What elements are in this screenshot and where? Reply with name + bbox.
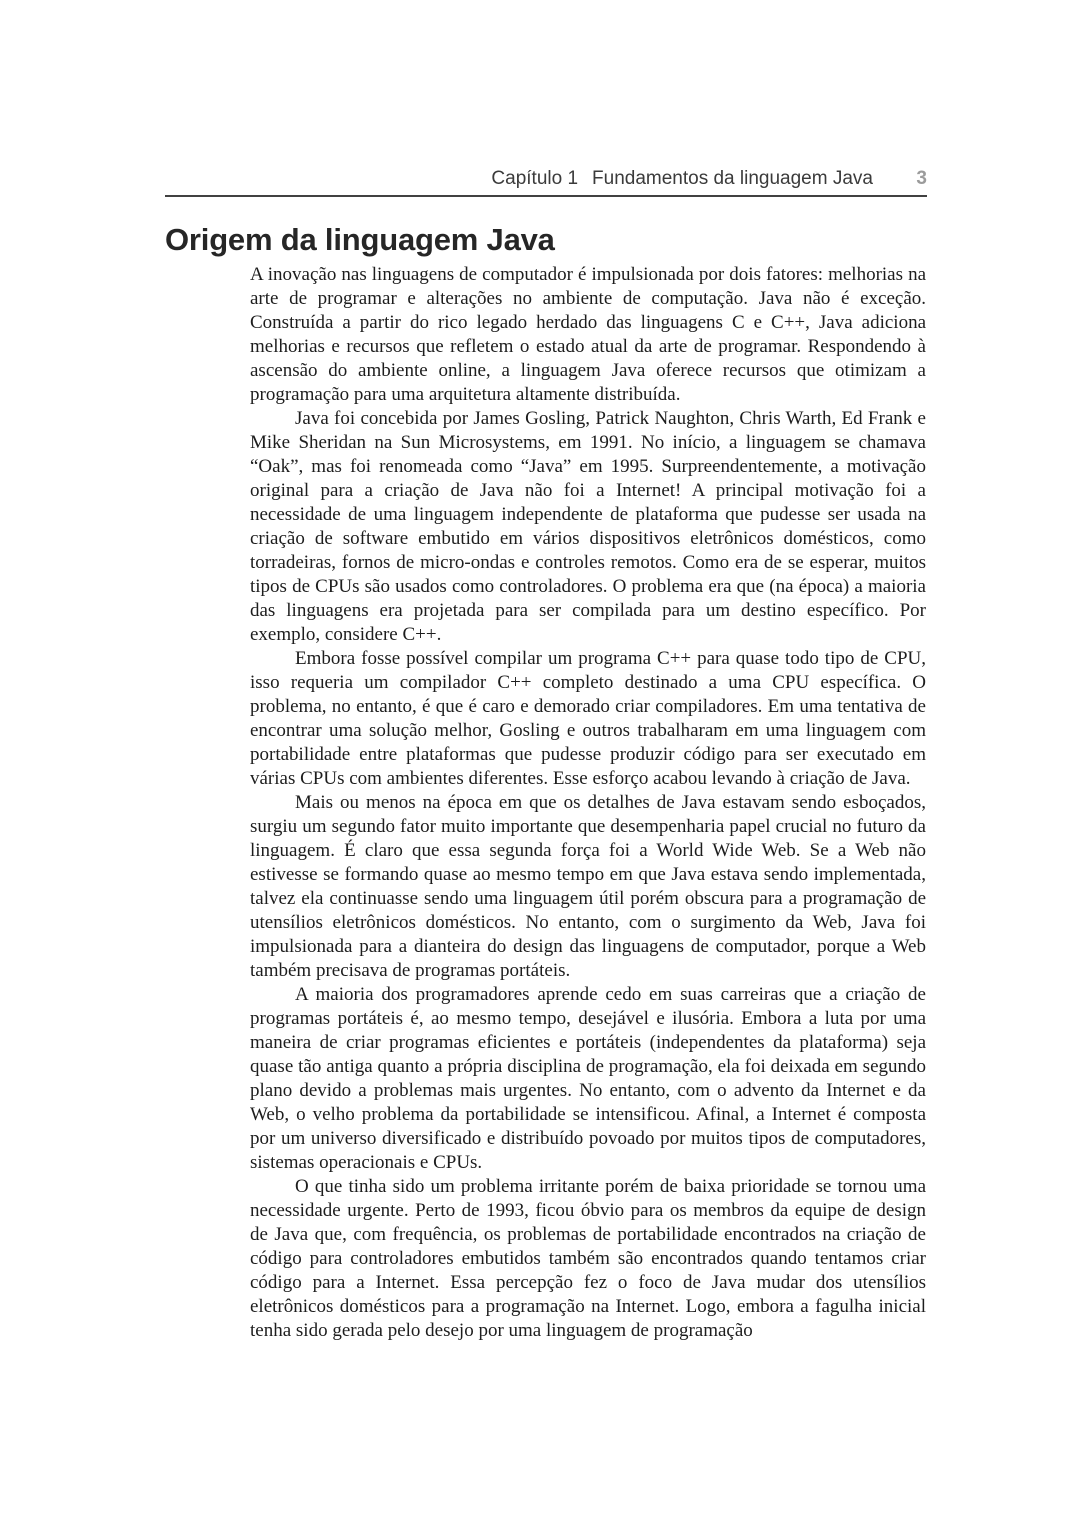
- paragraph-3: Embora fosse possível compilar um programa C++ para quase todo tipo de CPU, isso requeria um compilador C++ completo destinado a uma CPU específica. O problema, no entanto, é que é caro e demorado criar compiladores. Em uma tentativa de encontrar uma solução melhor, Gosling e outros trabalharam em uma linguagem com portabilidade entre plataformas que pudesse produzir código para ser executado em várias CPUs com ambientes diferentes. Esse esforço acabou levando à criação de Java.: [250, 648, 926, 790]
- paragraph-6: O que tinha sido um problema irritante porém de baixa prioridade se tornou uma necessidade urgente. Perto de 1993, ficou óbvio para os membros da equipe de design de Java que, com frequência, os problemas de portabilidade encontrados na criação de código para controladores embutidos também são encontrados quando tentamos criar código para a Internet. Essa percepção fez o foco de Java mudar dos utensílios eletrônicos domésticos para a programação na Internet. Logo, embora a fagulha inicial tenha sido gerada pelo desejo por uma linguagem de programação: [250, 1176, 926, 1342]
- paragraph-1: A inovação nas linguagens de computador é impulsionada por dois fatores: melhorias na arte de programar e alterações no ambiente de computação. Java não é exceção. Construída a partir do rico legado herdado das linguagens C e C++, Java adiciona melhorias e recursos que refletem o estado atual da arte de programar. Respondendo à ascensão do ambiente online, a linguagem Java oferece recursos que otimizam a programação para uma arquitetura altamente distribuída.: [250, 264, 926, 406]
- chapter-title: Fundamentos da linguagem Java: [592, 168, 873, 189]
- page-content: [165, 0, 927, 1343]
- body-text: [250, 263, 926, 1343]
- paragraph-2: Java foi concebida por James Gosling, Patrick Naughton, Chris Warth, Ed Frank e Mike Sheridan na Sun Microsystems, em 1991. No início, a linguagem se chamava “Oak”, mas foi renomeada como “Java” em 1995. Surpreendentemente, a motivação original para a criação de Java não foi a Internet! A principal motivação foi a necessidade de uma linguagem independente de plataforma que pudesse ser usada na criação de software embutido em vários dispositivos eletrônicos domésticos, como torradeiras, fornos de micro-ondas e controles remotos. Como era de se esperar, muitos tipos de CPUs são usados como controladores. O problema era que (na época) a maioria das linguagens era projetada para ser compilada para um destino específico. Por exemplo, considere C++.: [250, 408, 926, 646]
- paragraph-4: Mais ou menos na época em que os detalhes de Java estavam sendo esboçados, surgiu um segundo fator muito importante que desempenharia papel crucial no futuro da linguagem. É claro que essa segunda força foi a World Wide Web. Se a Web não estivesse se formando quase ao mesmo tempo em que Java estava sendo implementada, talvez ela continuasse sendo uma linguagem útil porém obscura para a programação de utensílios eletrônicos domésticos. No entanto, com o surgimento da Web, Java foi impulsionada para a dianteira do design das linguagens de computador, porque a Web também precisava de programas portáteis.: [250, 792, 926, 982]
- page-number: 3: [916, 168, 927, 189]
- chapter-label: Capítulo 1: [491, 168, 579, 189]
- paragraph-5: A maioria dos programadores aprende cedo em suas carreiras que a criação de programas portáteis é, ao mesmo tempo, desejável e ilusória. Embora a luta por uma maneira de criar programas eficientes e portáteis (independentes da plataforma) seja quase tão antiga quanto a própria disciplina de programação, ela foi deixada em segundo plano devido a problemas mais urgentes. No entanto, com o advento da Internet e da Web, o velho problema da portabilidade se intensificou. Afinal, a Internet é composta por um universo diversificado e distribuído povoado por muitos tipos de computadores, sistemas operacionais e CPUs.: [250, 984, 926, 1174]
- section-heading: Origem da linguagem Java: [165, 222, 555, 257]
- running-header: [165, 0, 927, 190]
- header-rule: [165, 195, 927, 197]
